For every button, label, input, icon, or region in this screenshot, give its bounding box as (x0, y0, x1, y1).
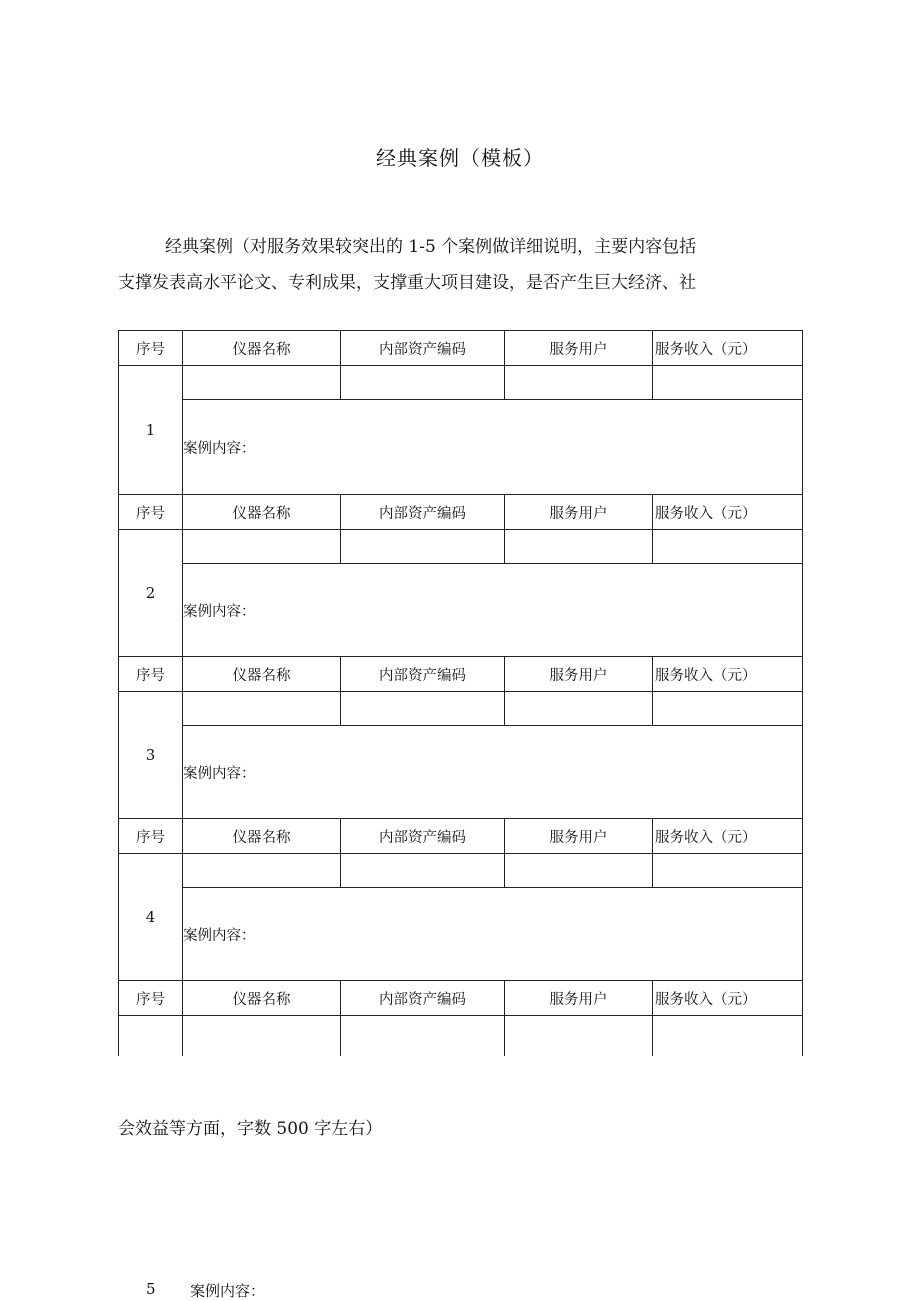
header-income: 服务收入（元） (653, 331, 803, 366)
header-asset-code: 内部资产编码 (341, 495, 505, 530)
income-cell[interactable] (653, 366, 803, 400)
case-content-row (119, 400, 803, 495)
income-cell[interactable] (653, 854, 803, 888)
header-user: 服务用户 (505, 331, 653, 366)
header-row (119, 331, 803, 366)
case-content-label: 案例内容： (183, 603, 256, 620)
case-content-row (119, 564, 803, 657)
case-content-label: 案例内容： (183, 927, 256, 944)
header-user: 服务用户 (505, 819, 653, 854)
case-number: 3 (119, 692, 183, 819)
header-row (119, 657, 803, 692)
case-content-cell[interactable] (183, 564, 803, 657)
header-user: 服务用户 (505, 495, 653, 530)
asset-code-cell[interactable] (341, 692, 505, 726)
user-cell[interactable] (505, 530, 653, 564)
header-asset-code: 内部资产编码 (341, 819, 505, 854)
header-seq: 序号 (119, 657, 183, 692)
income-cell[interactable] (653, 692, 803, 726)
instrument-cell[interactable] (183, 692, 341, 726)
header-instrument: 仪器名称 (183, 331, 341, 366)
header-row (119, 819, 803, 854)
instrument-cell[interactable] (183, 1016, 341, 1057)
user-cell[interactable] (505, 1016, 653, 1057)
header-user: 服务用户 (505, 657, 653, 692)
header-instrument: 仪器名称 (183, 981, 341, 1016)
asset-code-cell[interactable] (341, 1016, 505, 1057)
asset-code-cell[interactable] (341, 530, 505, 564)
intro-line-3: 会效益等方面，字数 500 字左右） (118, 1119, 383, 1139)
header-asset-code: 内部资产编码 (341, 657, 505, 692)
asset-code-cell[interactable] (341, 854, 505, 888)
instrument-cell[interactable] (183, 366, 341, 400)
case-content-cell[interactable] (183, 400, 803, 495)
intro-line-1: 经典案例（对服务效果较突出的 1-5 个案例做详细说明，主要内容包括 (165, 237, 697, 257)
header-asset-code: 内部资产编码 (341, 981, 505, 1016)
header-asset-code: 内部资产编码 (341, 331, 505, 366)
instrument-cell[interactable] (183, 854, 341, 888)
case-data-row (119, 854, 803, 888)
case-content-label: 案例内容： (183, 440, 256, 457)
instrument-cell[interactable] (183, 530, 341, 564)
header-income: 服务收入（元） (653, 819, 803, 854)
header-instrument: 仪器名称 (183, 819, 341, 854)
user-cell[interactable] (505, 366, 653, 400)
header-row (119, 495, 803, 530)
user-cell[interactable] (505, 854, 653, 888)
header-seq: 序号 (119, 331, 183, 366)
case-content-row (119, 888, 803, 981)
header-seq: 序号 (119, 819, 183, 854)
header-income: 服务收入（元） (653, 495, 803, 530)
case-5-number: 5 (146, 1280, 156, 1298)
header-instrument: 仪器名称 (183, 495, 341, 530)
case-number: 2 (119, 530, 183, 657)
case-data-row (119, 692, 803, 726)
income-cell[interactable] (653, 1016, 803, 1057)
case-5-content-label: 案例内容： (190, 1282, 266, 1300)
case-number-cell (119, 1016, 183, 1057)
case-content-cell[interactable] (183, 888, 803, 981)
case-data-row (119, 530, 803, 564)
header-row (119, 981, 803, 1016)
header-instrument: 仪器名称 (183, 657, 341, 692)
user-cell[interactable] (505, 692, 653, 726)
case-number: 1 (119, 366, 183, 495)
asset-code-cell[interactable] (341, 366, 505, 400)
header-income: 服务收入（元） (653, 981, 803, 1016)
income-cell[interactable] (653, 530, 803, 564)
header-seq: 序号 (119, 981, 183, 1016)
header-user: 服务用户 (505, 981, 653, 1016)
case-content-label: 案例内容： (183, 765, 256, 782)
header-income: 服务收入（元） (653, 657, 803, 692)
page-title: 经典案例（模板） (376, 146, 544, 170)
case-content-cell[interactable] (183, 726, 803, 819)
case-table (118, 330, 803, 1056)
case-data-row (119, 366, 803, 400)
case-number: 4 (119, 854, 183, 981)
case-data-row (119, 1016, 803, 1057)
intro-line-2: 支撑发表高水平论文、专利成果，支撑重大项目建设，是否产生巨大经济、社 (118, 273, 696, 293)
header-seq: 序号 (119, 495, 183, 530)
case-content-row (119, 726, 803, 819)
